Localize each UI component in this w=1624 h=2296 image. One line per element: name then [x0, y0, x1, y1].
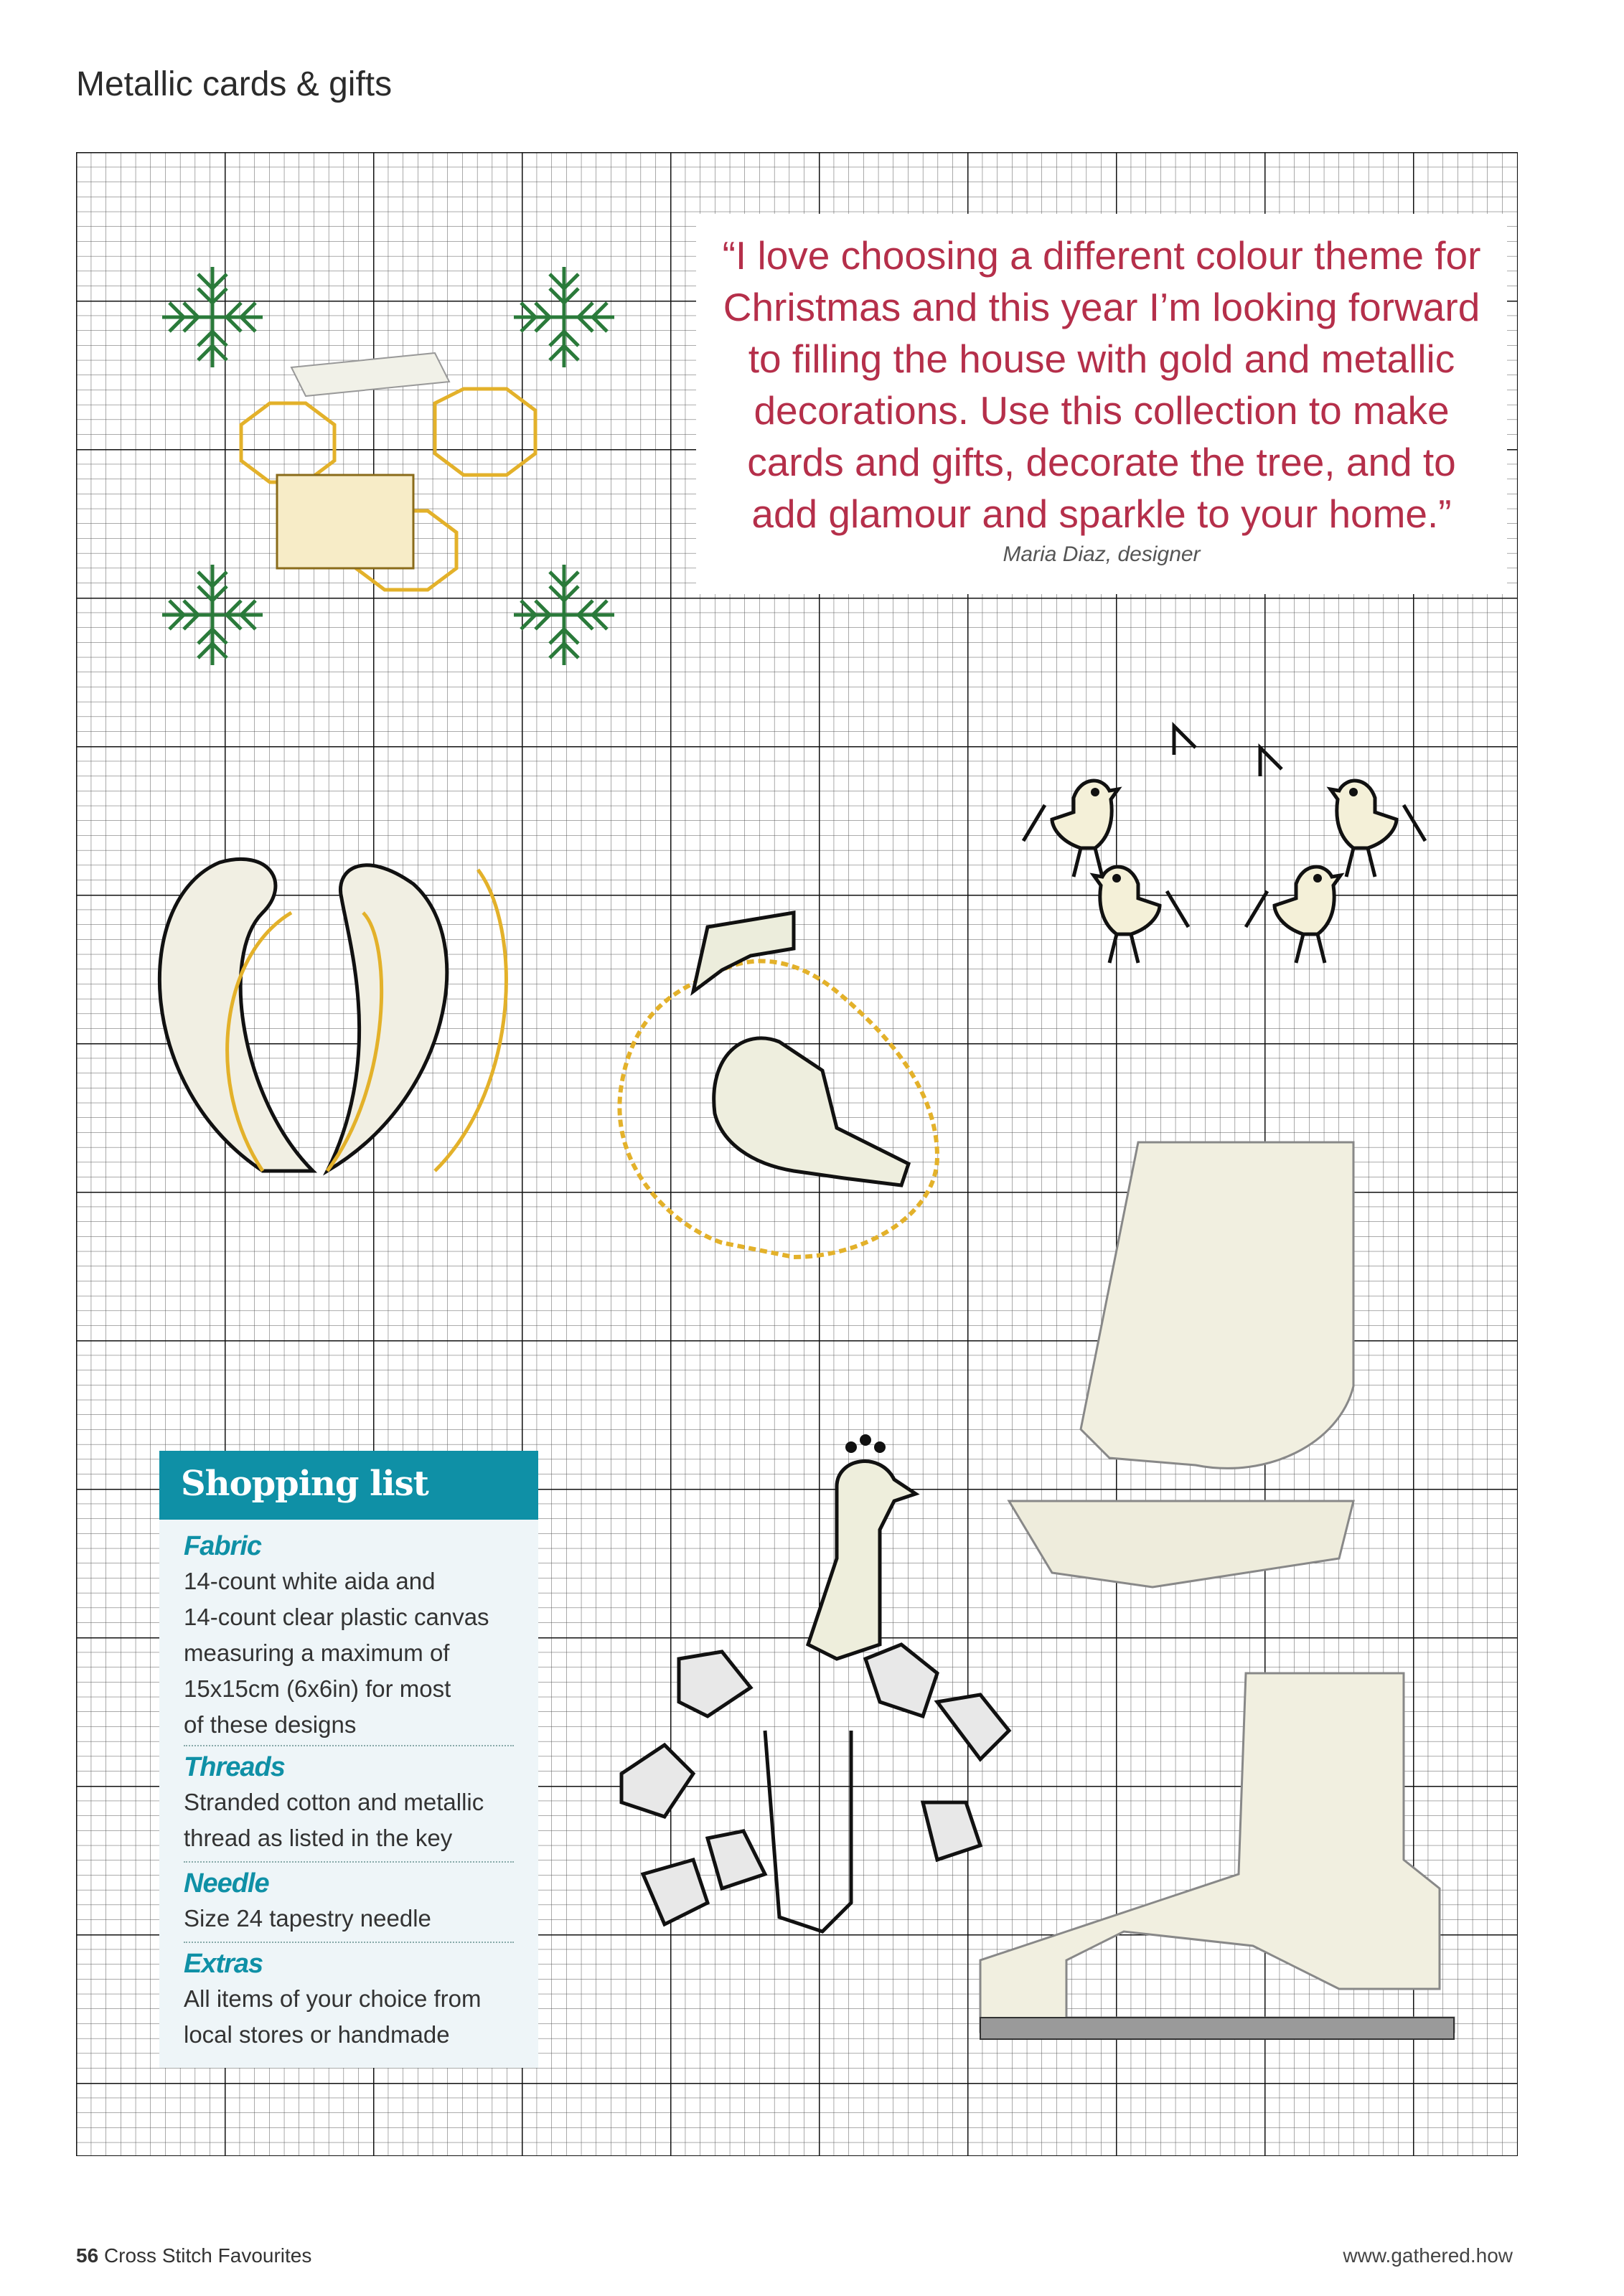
- shopping-section-extras: [184, 1949, 514, 2053]
- quote-author: Maria Diaz, designer: [1003, 542, 1201, 566]
- quote-line: cards and gifts, decorate the tree, and to: [747, 440, 1456, 484]
- section-line: Size 24 tapestry needle: [184, 1905, 431, 1932]
- page-header-title: Metallic cards & gifts: [76, 65, 393, 103]
- section-heading: Extras: [184, 1949, 263, 1979]
- page-number: 56: [76, 2244, 99, 2267]
- divider: [184, 1745, 514, 1746]
- shopping-list: [159, 1451, 538, 2068]
- quote-line: decorations. Use this collection to make: [754, 388, 1450, 433]
- quote-line: add glamour and sparkle to your home.”: [751, 491, 1452, 536]
- section-heading: Threads: [184, 1752, 285, 1782]
- section-line: local stores or handmade: [184, 2021, 450, 2048]
- section-line: thread as listed in the key: [184, 1825, 453, 1851]
- shopping-list-title: Shopping list: [181, 1464, 428, 1504]
- magazine-name: Cross Stitch Favourites: [103, 2244, 312, 2267]
- shopping-section-fabric: [184, 1531, 514, 1743]
- section-line: of these designs: [184, 1711, 357, 1738]
- shopping-list-header: [159, 1451, 538, 1520]
- quote-line: Christmas and this year I’m looking forward: [723, 285, 1480, 329]
- page-footer: [76, 2244, 311, 2267]
- divider: [184, 1861, 514, 1863]
- website-url: www.gathered.how: [1343, 2244, 1513, 2267]
- divider: [184, 1942, 514, 1943]
- section-line: measuring a maximum of: [184, 1639, 450, 1666]
- section-heading: Needle: [184, 1868, 269, 1899]
- shopping-section-needle: [184, 1868, 514, 1937]
- shopping-section-threads: [184, 1752, 514, 1856]
- quote-line: to filling the house with gold and metallic: [748, 337, 1455, 381]
- section-line: Stranded cotton and metallic: [184, 1789, 484, 1815]
- section-line: 15x15cm (6x6in) for most: [184, 1675, 451, 1702]
- section-line: 14-count white aida and: [184, 1568, 436, 1594]
- quote-line: “I love choosing a different colour theme for: [722, 233, 1481, 278]
- section-heading: Fabric: [184, 1531, 262, 1561]
- designer-quote: [696, 214, 1507, 594]
- section-line: 14-count clear plastic canvas: [184, 1604, 489, 1630]
- section-line: All items of your choice from: [184, 1985, 482, 2012]
